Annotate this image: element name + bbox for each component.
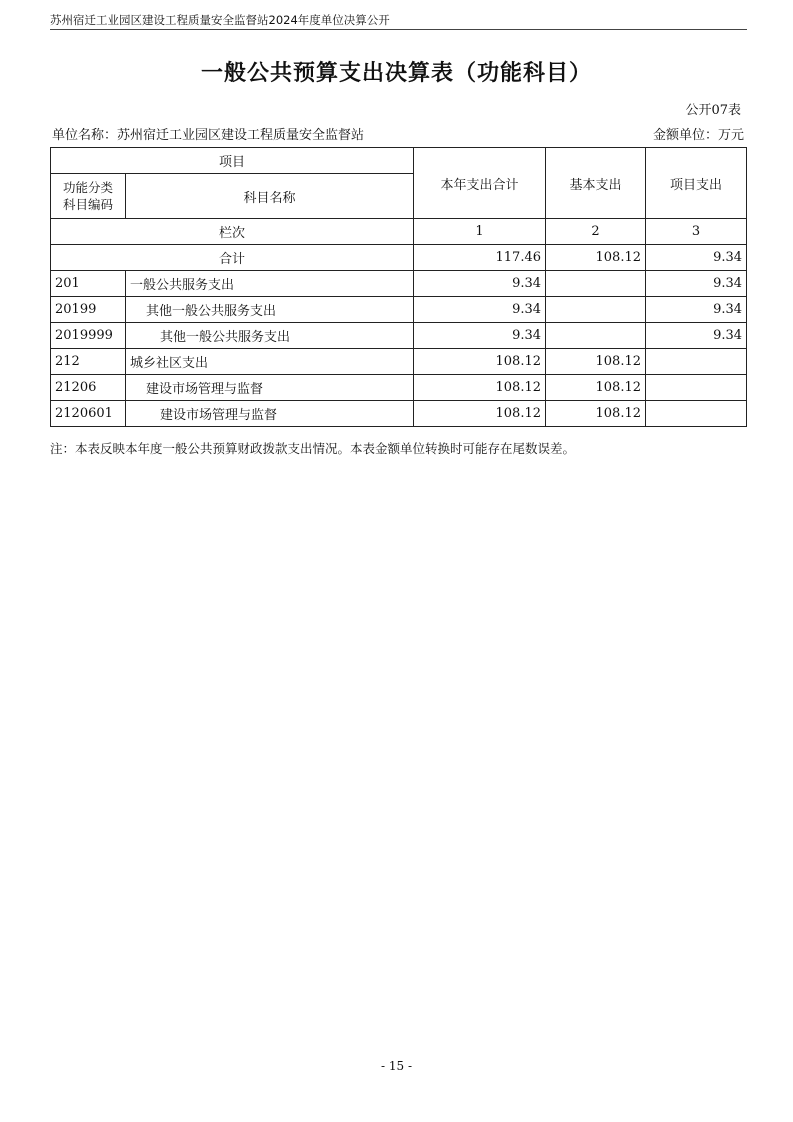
sum-total: 117.46: [414, 245, 546, 271]
table-note: 注：本表反映本年度一般公共预算财政拨款支出情况。本表金额单位转换时可能存在尾数误差。: [50, 441, 576, 456]
row-basic: [546, 297, 646, 323]
running-header: 苏州宿迁工业园区建设工程质量安全监督站2024年度单位决算公开: [50, 12, 747, 30]
column-index-2: 2: [546, 219, 646, 245]
unit-line: [52, 124, 744, 143]
table-header-row: [51, 148, 747, 174]
column-index-1: 1: [414, 219, 546, 245]
header-project: 项目支出: [646, 148, 747, 219]
table-row: [51, 349, 747, 375]
row-total: 9.34: [414, 323, 546, 349]
row-total: 9.34: [414, 297, 546, 323]
row-name: 建设市场管理与监督: [126, 375, 414, 401]
header-item: 项目: [51, 148, 414, 174]
table-number: 公开07表: [685, 103, 741, 118]
sum-project: 9.34: [646, 245, 747, 271]
row-code: 21206: [51, 375, 126, 401]
row-project: [646, 375, 747, 401]
row-project: 9.34: [646, 297, 747, 323]
row-total: 108.12: [414, 375, 546, 401]
row-total: 9.34: [414, 271, 546, 297]
sum-row: [51, 245, 747, 271]
header-code: 功能分类 科目编码: [51, 174, 126, 219]
page-number: - 15 -: [380, 1059, 412, 1073]
row-code: 212: [51, 349, 126, 375]
row-name: 其他一般公共服务支出: [126, 323, 414, 349]
row-project: [646, 401, 747, 427]
row-name: 一般公共服务支出: [126, 271, 414, 297]
table-row: [51, 401, 747, 427]
sum-label: 合计: [51, 245, 414, 271]
row-code: 20199: [51, 297, 126, 323]
unit-name: 单位名称：苏州宿迁工业园区建设工程质量安全监督站: [52, 128, 365, 143]
page-title: 一般公共预算支出决算表（功能科目）: [200, 61, 592, 86]
row-total: 108.12: [414, 401, 546, 427]
row-name: 建设市场管理与监督: [126, 401, 414, 427]
row-name: 其他一般公共服务支出: [126, 297, 414, 323]
table-row: [51, 375, 747, 401]
header-name: 科目名称: [126, 174, 414, 219]
row-code: 201: [51, 271, 126, 297]
row-total: 108.12: [414, 349, 546, 375]
row-basic: 108.12: [546, 349, 646, 375]
column-index-row: [51, 219, 747, 245]
row-code: 2120601: [51, 401, 126, 427]
row-code: 2019999: [51, 323, 126, 349]
row-basic: 108.12: [546, 401, 646, 427]
row-project: 9.34: [646, 323, 747, 349]
table-row: [51, 271, 747, 297]
header-total: 本年支出合计: [414, 148, 546, 219]
table-row: [51, 323, 747, 349]
budget-table: [50, 147, 747, 427]
column-index-label: 栏次: [51, 219, 414, 245]
header-basic: 基本支出: [546, 148, 646, 219]
row-project: [646, 349, 747, 375]
row-project: 9.34: [646, 271, 747, 297]
table-row: [51, 297, 747, 323]
row-basic: [546, 323, 646, 349]
sum-basic: 108.12: [546, 245, 646, 271]
column-index-3: 3: [646, 219, 747, 245]
amount-unit: 金额单位：万元: [652, 128, 744, 143]
row-name: 城乡社区支出: [126, 349, 414, 375]
row-basic: [546, 271, 646, 297]
row-basic: 108.12: [546, 375, 646, 401]
